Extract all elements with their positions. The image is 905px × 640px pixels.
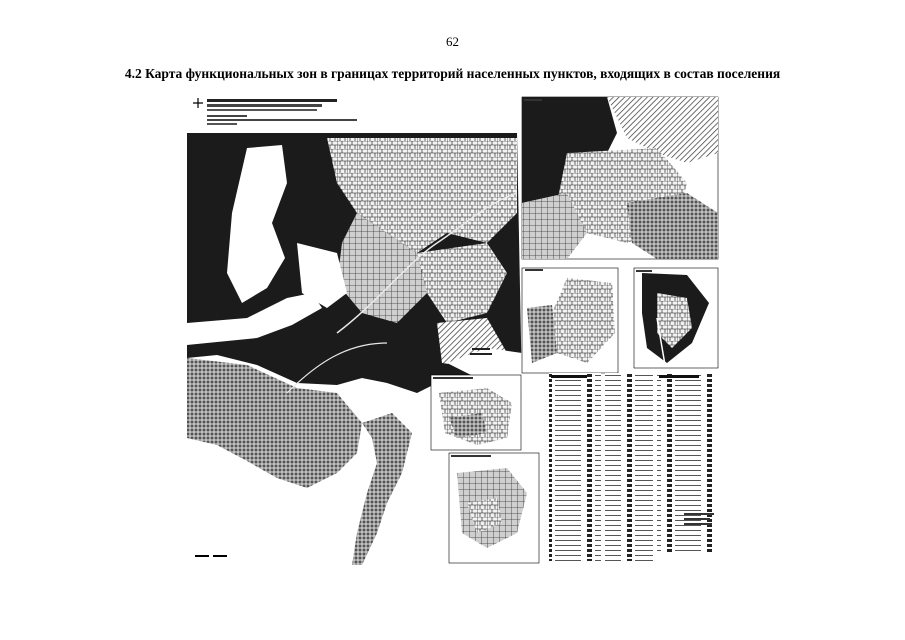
inset-map-middle — [522, 268, 618, 373]
inset-map-top — [522, 97, 718, 259]
inset-map-lower-a — [431, 375, 521, 450]
inset-map-right — [634, 268, 718, 368]
section-title: 4.2 Карта функциональных зон в границах территорий населенных пунктов, входящих в состав поселения — [124, 66, 781, 81]
map-legend — [549, 373, 715, 561]
functional-zones-map — [187, 93, 723, 565]
page-number: 62 — [446, 34, 459, 49]
inset-map-lower-b — [449, 453, 539, 563]
